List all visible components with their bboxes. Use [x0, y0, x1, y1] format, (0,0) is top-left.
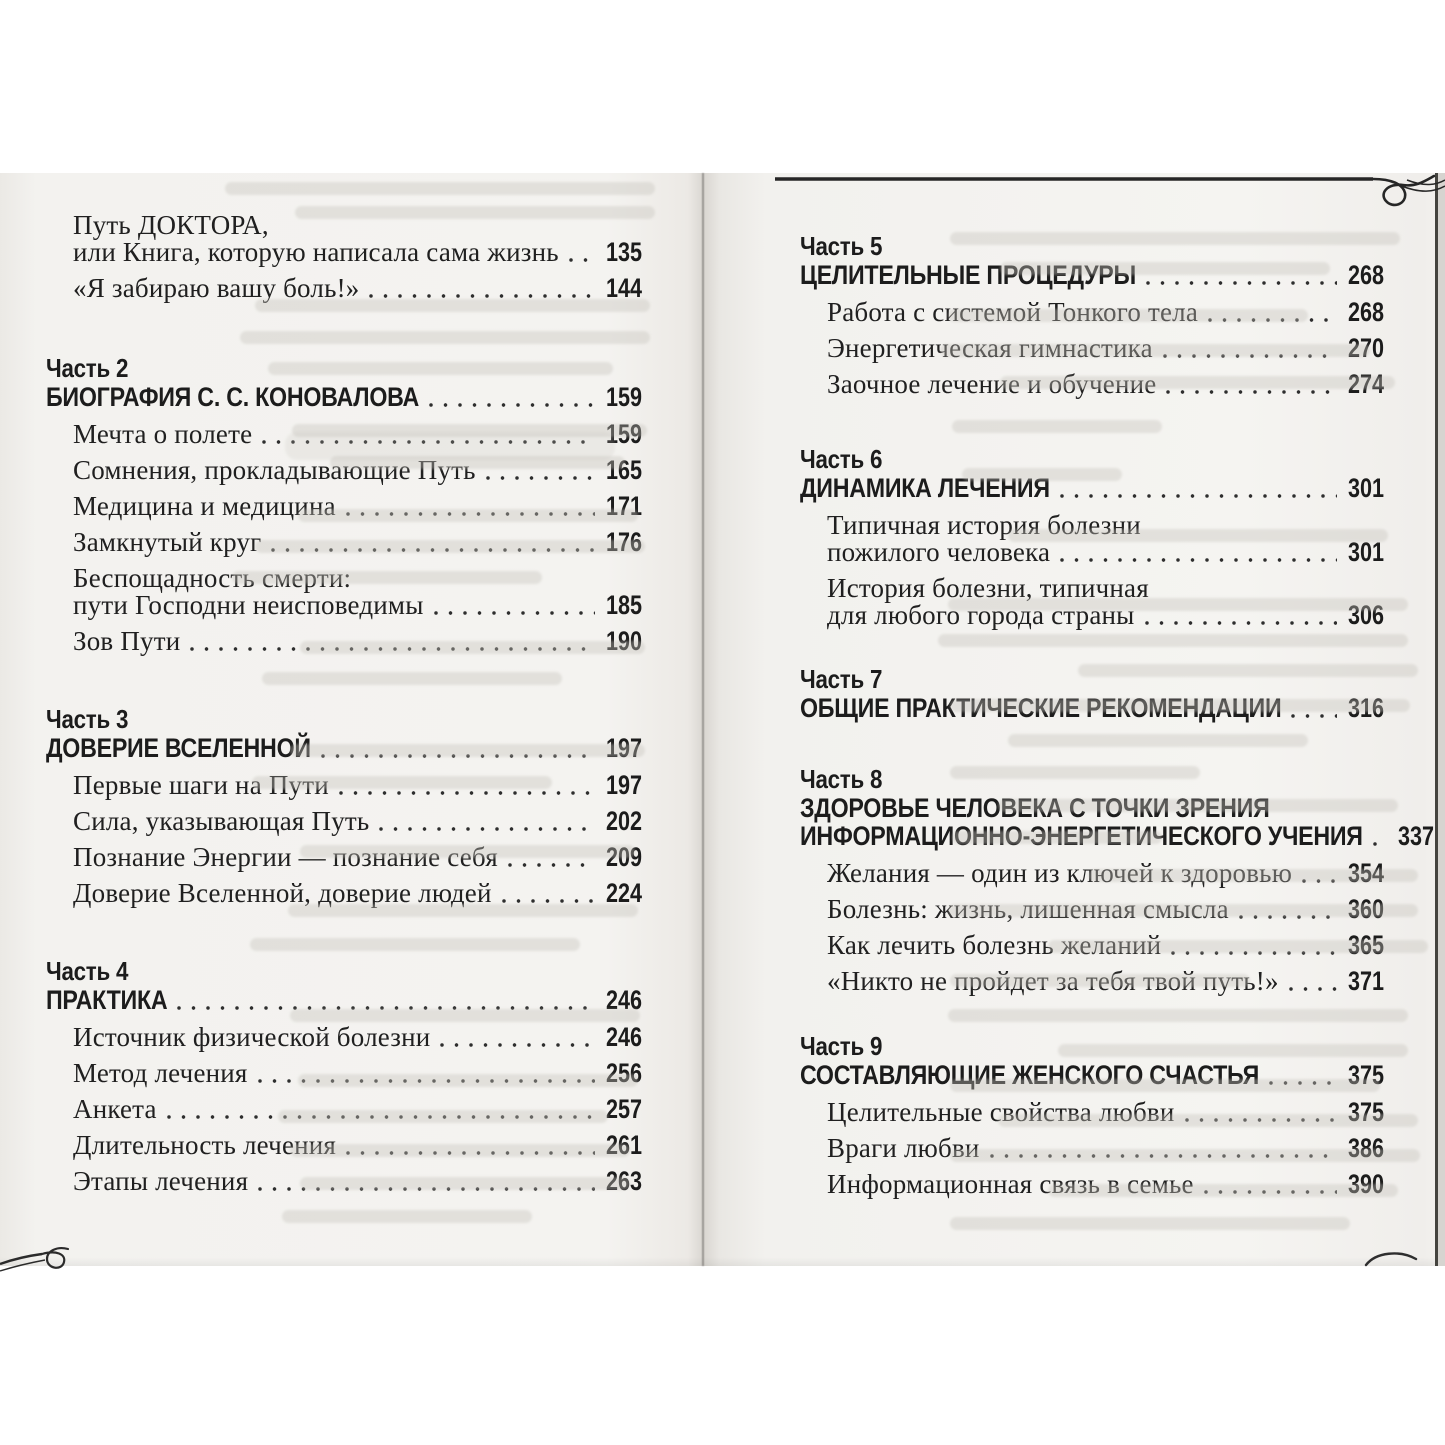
ghost-text-line: [1048, 1184, 1398, 1197]
ghost-text-line: [948, 1009, 1408, 1022]
part-label: [46, 956, 642, 986]
dot-leader: [1060, 494, 1337, 498]
ghost-text-line: [300, 641, 645, 654]
toc-entry-text: Мечта о полете: [73, 419, 253, 449]
ghost-text-line: [1058, 1044, 1408, 1057]
ghost-text-line: [250, 938, 580, 951]
toc-entry-text: Целительные свойства любви: [827, 1097, 1175, 1127]
toc-entry-line: [73, 1024, 642, 1051]
dot-leader: [569, 258, 595, 262]
section-title-text: ИНФОРМАЦИОННО-ЭНЕРГЕТИЧЕСКОГО УЧЕНИЯ: [800, 821, 1363, 851]
toc-entry-text: Зов Пути: [73, 626, 181, 656]
page-number: 165: [605, 455, 642, 485]
toc-entry-line: [73, 275, 642, 302]
flourish-bottom-right: [1358, 1246, 1420, 1266]
toc-entry-text: Длительность лечения: [73, 1130, 337, 1160]
page-number: 135: [605, 237, 642, 267]
ghost-text-line: [255, 299, 650, 312]
part-label: [46, 704, 642, 734]
toc-entry-text: Доверие Вселенной, доверие людей: [73, 878, 492, 908]
toc-entry: [73, 212, 642, 266]
toc-section: [46, 704, 642, 916]
ghost-text-line: [948, 598, 1408, 611]
ghost-text-line: [950, 1217, 1350, 1230]
toc-entry-text: Типичная история болезни: [827, 510, 1141, 540]
ghost-text-line: [252, 776, 552, 789]
ghost-text-line: [952, 831, 1162, 844]
page-number: 261: [605, 1130, 642, 1160]
page-number: 301: [1347, 473, 1384, 503]
page-number: 306: [1347, 600, 1384, 630]
toc-entry-text: Беспощадность смерти:: [73, 563, 352, 593]
page-number: 390: [1347, 1169, 1384, 1199]
toc-entry-line: [73, 880, 642, 907]
page-number: 197: [605, 770, 642, 800]
section-title-text: ОБЩИЕ ПРАКТИЧЕСКИЕ РЕКОМЕНДАЦИИ: [800, 693, 1282, 723]
ghost-text-line: [298, 509, 638, 522]
page-number: 386: [1347, 1133, 1384, 1163]
toc-entry: [73, 880, 642, 907]
dot-leader: [1146, 281, 1337, 285]
page-number: 365: [1347, 930, 1384, 960]
book-gutter-crease: [702, 173, 704, 1266]
section-title-line: [46, 383, 642, 411]
ghost-text-line: [232, 571, 542, 584]
dot-leader: [1291, 714, 1337, 718]
page-number: 270: [1347, 333, 1384, 363]
toc-section: [46, 212, 642, 311]
toc-entry-text: Медицина и медицина: [73, 491, 336, 521]
dot-leader: [429, 403, 595, 407]
toc-entry-text: Метод лечения: [73, 1058, 248, 1088]
toc-items: [46, 212, 642, 302]
page-edge-shadow: [1438, 173, 1445, 1266]
ghost-text-line: [300, 845, 635, 858]
page-number: 301: [1347, 537, 1384, 567]
ghost-text-line: [998, 1114, 1418, 1127]
toc-entry-text: Источник физической болезни: [73, 1022, 431, 1052]
ghost-text-line: [950, 232, 1400, 245]
page-number: 375: [1347, 1060, 1384, 1090]
ghost-text-line: [950, 974, 1250, 987]
ghost-text-line: [290, 744, 645, 757]
page-number: 185: [605, 590, 642, 620]
section-title-text: ДОВЕРИЕ ВСЕЛЕННОЙ: [46, 733, 311, 763]
toc-entry-text: «Никто не пройдет за тебя твой путь!»: [827, 966, 1279, 996]
part-label-text: Часть 5: [800, 231, 883, 261]
ghost-text-line: [278, 1110, 608, 1123]
section-title-text: СОСТАВЛЯЮЩИЕ ЖЕНСКОГО СЧАСТЬЯ: [800, 1060, 1260, 1090]
dot-leader: [1373, 842, 1387, 846]
ghost-text-line: [1088, 869, 1418, 882]
toc-entry-text: Желания — один из ключей к здоровью: [827, 858, 1293, 888]
toc-entry-text: пути Господни неисповедимы: [73, 590, 424, 620]
ghost-text-line: [950, 766, 1200, 779]
toc-entry-text: Путь ДОКТОРА,: [73, 210, 269, 240]
page-number: 371: [1347, 966, 1384, 996]
toc-entry-text: Заочное лечение и обучение: [827, 369, 1157, 399]
ghost-text-line: [950, 1149, 1420, 1162]
ghost-text-line: [940, 344, 1370, 357]
page-number: 171: [605, 491, 642, 521]
page-number: 337: [1397, 821, 1434, 851]
section-title: [46, 383, 642, 411]
page-number: 224: [605, 878, 642, 908]
dot-leader: [369, 294, 594, 298]
toc-entry-line: [73, 592, 642, 619]
page-number: 256: [605, 1058, 642, 1088]
page-number: 316: [1347, 693, 1384, 723]
section-title-text: ЦЕЛИТЕЛЬНЫЕ ПРОЦЕДУРЫ: [800, 260, 1136, 290]
toc-entry-text: Информационная связь в семье: [827, 1169, 1194, 1199]
toc-entry-text: Анкета: [73, 1094, 157, 1124]
section-title-text: БИОГРАФИЯ С. С. КОНОВАЛОВА: [46, 382, 419, 412]
ghost-text-line: [938, 634, 1408, 647]
page-number: 274: [1347, 369, 1384, 399]
page-number: 375: [1347, 1097, 1384, 1127]
dot-leader: [1166, 390, 1337, 394]
dot-leader: [379, 827, 595, 831]
ghost-text-line: [948, 904, 1418, 917]
ghost-text-line: [950, 699, 1410, 712]
page-number: 257: [605, 1094, 642, 1124]
dot-leader: [434, 611, 595, 615]
dot-leader: [440, 1043, 595, 1047]
toc-entry-text: Сила, указывающая Путь: [73, 806, 370, 836]
dot-leader: [502, 899, 595, 903]
page-number: 268: [1347, 297, 1384, 327]
part-label-text: Часть 2: [46, 353, 129, 383]
ghost-text-line: [300, 1177, 630, 1190]
ghost-text-line: [948, 309, 1308, 322]
part-label-text: Часть 9: [800, 1031, 883, 1061]
page-number: 159: [605, 419, 642, 449]
toc-entry-text: Работа с системой Тонкого тела: [827, 297, 1199, 327]
page-number: 190: [605, 626, 642, 656]
ghost-text-line: [240, 331, 650, 344]
page-number: 176: [605, 527, 642, 557]
part-label-text: Часть 7: [800, 664, 883, 694]
toc-entry: [73, 1024, 642, 1051]
ghost-text-line: [998, 799, 1398, 812]
page-number: 159: [605, 382, 642, 412]
ghost-text-line: [290, 1144, 630, 1157]
part-label-text: Часть 6: [800, 444, 883, 474]
page-number: 268: [1347, 260, 1384, 290]
toc-entry-text: Сомнения, прокладывающие Путь: [73, 455, 476, 485]
dot-leader: [508, 863, 595, 867]
toc-entry-text: Как лечить болезнь желаний: [827, 930, 1162, 960]
toc-entry-text: Этапы лечения: [73, 1166, 249, 1196]
ghost-text-line: [298, 1074, 638, 1087]
flourish-bottom-left: [0, 1228, 95, 1274]
dot-leader: [486, 476, 595, 480]
page-number: 209: [605, 842, 642, 872]
ghost-text-line: [290, 1009, 640, 1022]
toc-entry-line: [73, 808, 642, 835]
page-number: 263: [605, 1166, 642, 1196]
page-number: 354: [1347, 858, 1384, 888]
ghost-text-line: [1000, 262, 1330, 275]
toc-entry-text: Замкнутый круг: [73, 527, 262, 557]
toc-entry-text: или Книга, которую написала сама жизнь: [73, 237, 559, 267]
toc-entry-text: Познание Энергии — познание себя: [73, 842, 498, 872]
dot-leader: [1060, 558, 1337, 562]
ghost-text-line: [255, 540, 645, 553]
page-number: 360: [1347, 894, 1384, 924]
ghost-text-line: [262, 672, 562, 685]
toc-entry-text: История болезни, типичная: [827, 573, 1149, 603]
dot-leader: [339, 791, 595, 795]
ghost-text-line: [952, 420, 1162, 433]
page-number: 197: [605, 733, 642, 763]
part-label-text: Часть 8: [800, 764, 883, 794]
toc-entry-text: для любого города страны: [827, 600, 1135, 630]
ghost-text-line: [288, 904, 638, 917]
toc-entry-text: Первые шаги на Пути: [73, 770, 329, 800]
dot-leader: [1289, 987, 1337, 991]
toc-entry: [73, 275, 642, 302]
flourish-top-right: [775, 164, 1445, 218]
page-number: 246: [605, 1022, 642, 1052]
page-number: 246: [605, 985, 642, 1015]
toc-entry-text: Энергетическая гимнастика: [827, 333, 1153, 363]
ghost-text-line: [962, 468, 1122, 481]
ghost-text-line: [1000, 376, 1395, 389]
ghost-text-line: [268, 362, 613, 375]
section-title-text: ЗДОРОВЬЕ ЧЕЛОВЕКА С ТОЧКИ ЗРЕНИЯ: [800, 793, 1270, 823]
ghost-text-line: [225, 182, 655, 195]
page-number: 144: [605, 273, 642, 303]
toc-items: [46, 772, 642, 907]
ghost-text-line: [950, 1079, 1380, 1092]
part-label-text: Часть 3: [46, 704, 129, 734]
ghost-heading: [285, 432, 615, 460]
toc-entry-text: пожилого человека: [827, 537, 1051, 567]
toc-entry-line: [73, 239, 642, 266]
section-title-text: ПРАКТИКА: [46, 985, 168, 1015]
ghost-text-line: [282, 1210, 532, 1223]
toc-entry-text: Болезнь: жизнь, лишенная смысла: [827, 894, 1229, 924]
ghost-text-line: [1008, 734, 1308, 747]
ghost-text-line: [1008, 529, 1388, 542]
section-title-text: ДИНАМИКА ЛЕЧЕНИЯ: [800, 473, 1050, 503]
ghost-text-line: [295, 206, 655, 219]
toc-entry-line: [827, 539, 1384, 566]
part-label-text: Часть 4: [46, 956, 129, 986]
toc-entry-text: «Я забираю вашу боль!»: [73, 273, 360, 303]
ghost-text-line: [1048, 940, 1428, 953]
ghost-text-line: [1078, 664, 1418, 677]
page-number: 202: [605, 806, 642, 836]
toc-entry-text: Враги любви: [827, 1133, 980, 1163]
dot-leader: [1145, 621, 1337, 625]
toc-entry: [73, 808, 642, 835]
